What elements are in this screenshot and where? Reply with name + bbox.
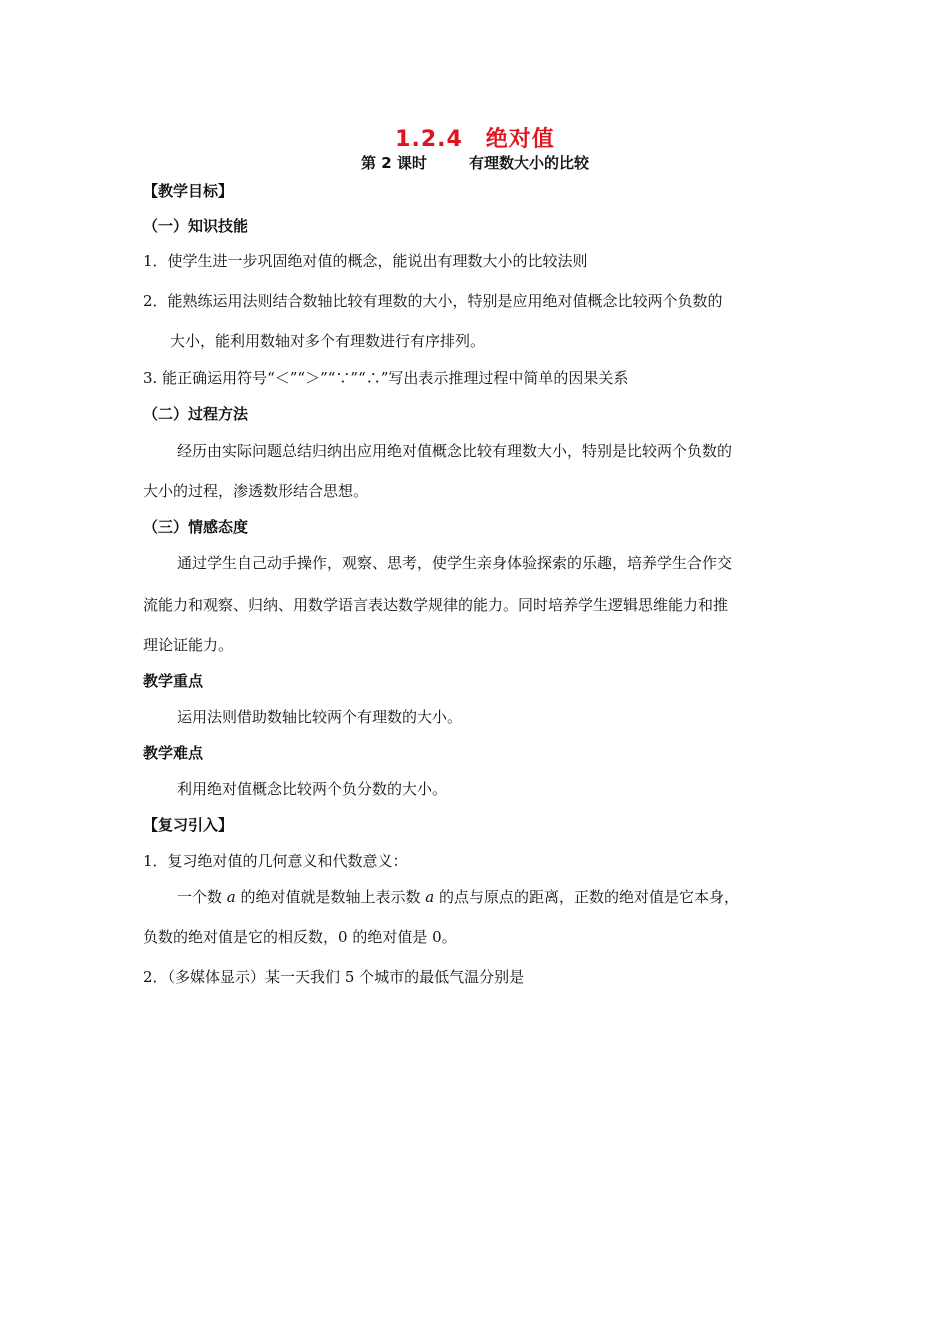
goal-item-2-line-1: 2．能熟练运用法则结合数轴比较有理数的大小，特别是应用绝对值概念比较两个负数的 [143, 292, 723, 310]
process-line-1: 经历由实际问题总结归纳出应用绝对值概念比较有理数大小，特别是比较两个负数的 [177, 442, 733, 460]
attitude-line-1: 通过学生自己动手操作，观察、思考，使学生亲身体验探索的乐趣，培养学生合作交 [177, 554, 733, 572]
goal-item-1: 1．使学生进一步巩固绝对值的概念，能说出有理数大小的比较法则 [143, 252, 588, 270]
variable-a: a [425, 888, 435, 906]
goal-item-3: 3. 能正确运用符号“＜”“＞”“∵”“∴”写出表示推理过程中简单的因果关系 [143, 369, 629, 387]
review-definition-line-1: 一个数 a 的绝对值就是数轴上表示数 a 的点与原点的距离，正数的绝对值是它本身， [177, 888, 740, 906]
section-teaching-goals: 【教学目标】 [143, 182, 234, 200]
lesson-topic: 有理数大小的比较 [468, 154, 589, 172]
doc-title: 1.2.4 绝对值 [395, 127, 555, 152]
heading-key-point: 教学重点 [143, 672, 204, 690]
heading-difficult-point: 教学难点 [143, 744, 204, 762]
key-point-text: 运用法则借助数轴比较两个有理数的大小。 [177, 708, 463, 726]
review-definition-line-2: 负数的绝对值是它的相反数，0 的绝对值是 0。 [143, 928, 457, 946]
subsection-knowledge-skills: （一）知识技能 [143, 217, 249, 235]
section-review-intro: 【复习引入】 [143, 816, 234, 834]
subsection-emotion-attitude: （三）情感态度 [143, 518, 249, 536]
review-item-2: 2．（多媒体显示）某一天我们 5 个城市的最低气温分别是 [143, 968, 525, 986]
doc-subtitle [0, 152, 950, 173]
process-line-2: 大小的过程，渗透数形结合思想。 [143, 482, 369, 500]
lesson-number: 第 2 课时 [361, 154, 427, 172]
attitude-line-3: 理论证能力。 [143, 636, 234, 654]
variable-a: a [226, 888, 236, 906]
attitude-line-2: 流能力和观察、归纳、用数学语言表达数学规律的能力。同时培养学生逻辑思维能力和推 [143, 596, 729, 614]
subsection-process-method: （二）过程方法 [143, 405, 249, 423]
difficult-point-text: 利用绝对值概念比较两个负分数的大小。 [177, 780, 448, 798]
review-item-1: 1．复习绝对值的几何意义和代数意义： [143, 852, 408, 870]
goal-item-2-line-2: 大小，能利用数轴对多个有理数进行有序排列。 [170, 332, 486, 350]
